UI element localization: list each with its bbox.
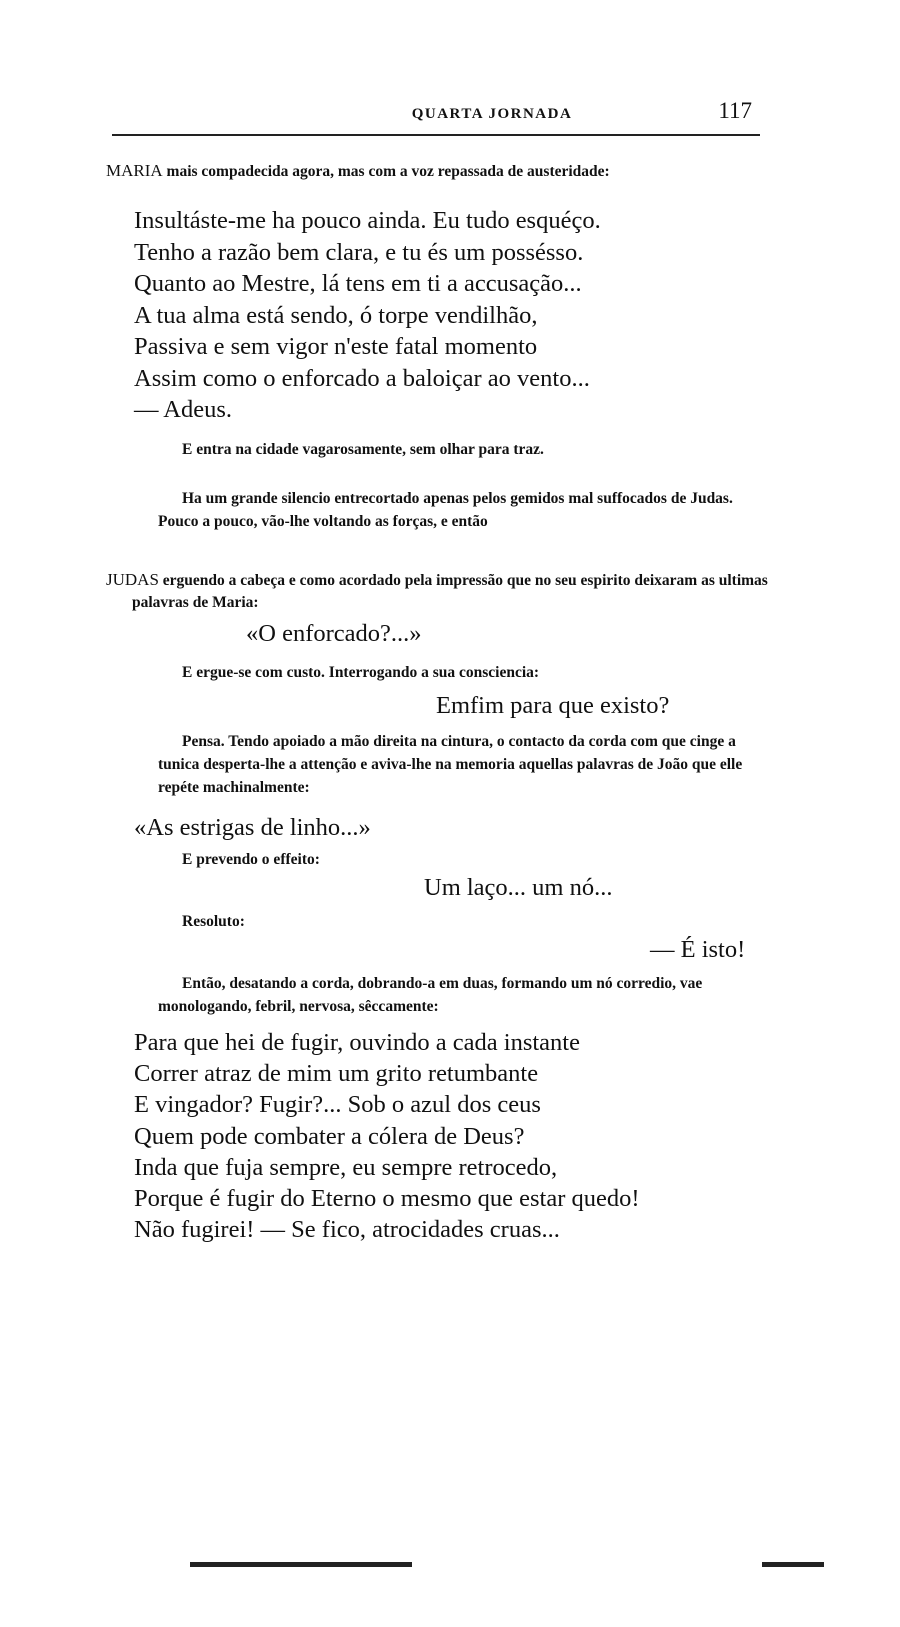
stage-direction-ergue: E ergue-se com custo. Interrogando a sua consciencia: — [182, 664, 540, 681]
maria-direction-text: mais compadecida agora, mas com a voz repassada de austeridade: — [166, 163, 610, 180]
verse-line: E vingador? Fugir?... Sob o azul dos ceus — [134, 1091, 541, 1118]
stage-direction-exit: E entra na cidade vagarosamente, sem olhar para traz. — [182, 441, 544, 458]
stage-direction-resoluto: Resoluto: — [182, 913, 245, 930]
judas-direction-text: erguendo a cabeça e como acordado pela impressão que no seu espirito deixaram as ultimas palavras de Maria: — [132, 572, 768, 611]
page-number: 117 — [718, 98, 752, 123]
stage-direction-silence: Ha um grande silencio entrecortado apenas pelos gemidos mal suffocados de Judas. Pouco a pouco, vão-lhe voltando as forças, e então — [158, 490, 733, 530]
verse-line: Para que hei de fugir, ouvindo a cada instante — [134, 1029, 580, 1056]
page-header — [112, 100, 760, 136]
verse-enforcado: «O enforcado?...» — [246, 620, 422, 647]
verse-isto: — É isto! — [650, 936, 746, 963]
verse-line: Passiva e sem vigor n'este fatal momento — [134, 333, 538, 360]
verse-laco: Um laço... um nó... — [424, 874, 613, 901]
verse-line: Quanto ao Mestre, lá tens em ti a accusação... — [134, 270, 582, 297]
verse-line: Quem pode combater a cólera de Deus? — [134, 1123, 525, 1150]
judas-stage-direction — [106, 569, 787, 614]
verse-line: — Adeus. — [134, 396, 232, 423]
verse-line: Tenho a razão bem clara, e tu és um possésso. — [134, 239, 584, 266]
verse-line: Porque é fugir do Eterno o mesmo que estar quedo! — [134, 1185, 640, 1212]
verse-line: A tua alma está sendo, ó torpe vendilhão, — [134, 302, 538, 329]
maria-stage-direction — [106, 160, 787, 183]
running-head: QUARTA JORNADA — [411, 106, 573, 122]
stage-direction-prevendo: E prevendo o effeito: — [182, 851, 320, 868]
verse-estrigas: «As estrigas de linho...» — [134, 814, 371, 841]
verse-line: Insultáste-me ha pouco ainda. Eu tudo esquéço. — [134, 207, 601, 234]
verse-line: Correr atraz de mim um grito retumbante — [134, 1060, 539, 1087]
stage-direction-pensa: Pensa. Tendo apoiado a mão direita na cintura, o contacto da corda com que cinge a tunica desperta-lhe a attenção e aviva-lhe na memoria aquellas palavras de João que elle repéte machinalmente: — [158, 733, 743, 796]
verse-emfim: Emfim para que existo? — [436, 692, 670, 719]
verse-line: Inda que fuja sempre, eu sempre retrocedo, — [134, 1154, 558, 1181]
speaker-name-maria: MARIA — [106, 161, 163, 180]
bottom-rule-left — [190, 1562, 412, 1567]
bottom-rule-right — [762, 1562, 824, 1567]
stage-direction-entao: Então, desatando a corda, dobrando-a em duas, formando um nó corredio, vae monologando, febril, nervosa, sêccamente: — [158, 975, 703, 1015]
speaker-name-judas: JUDAS — [106, 570, 159, 589]
verse-line: Assim como o enforcado a baloiçar ao vento... — [134, 365, 590, 392]
verse-line: Não fugirei! — Se fico, atrocidades cruas... — [134, 1216, 560, 1243]
